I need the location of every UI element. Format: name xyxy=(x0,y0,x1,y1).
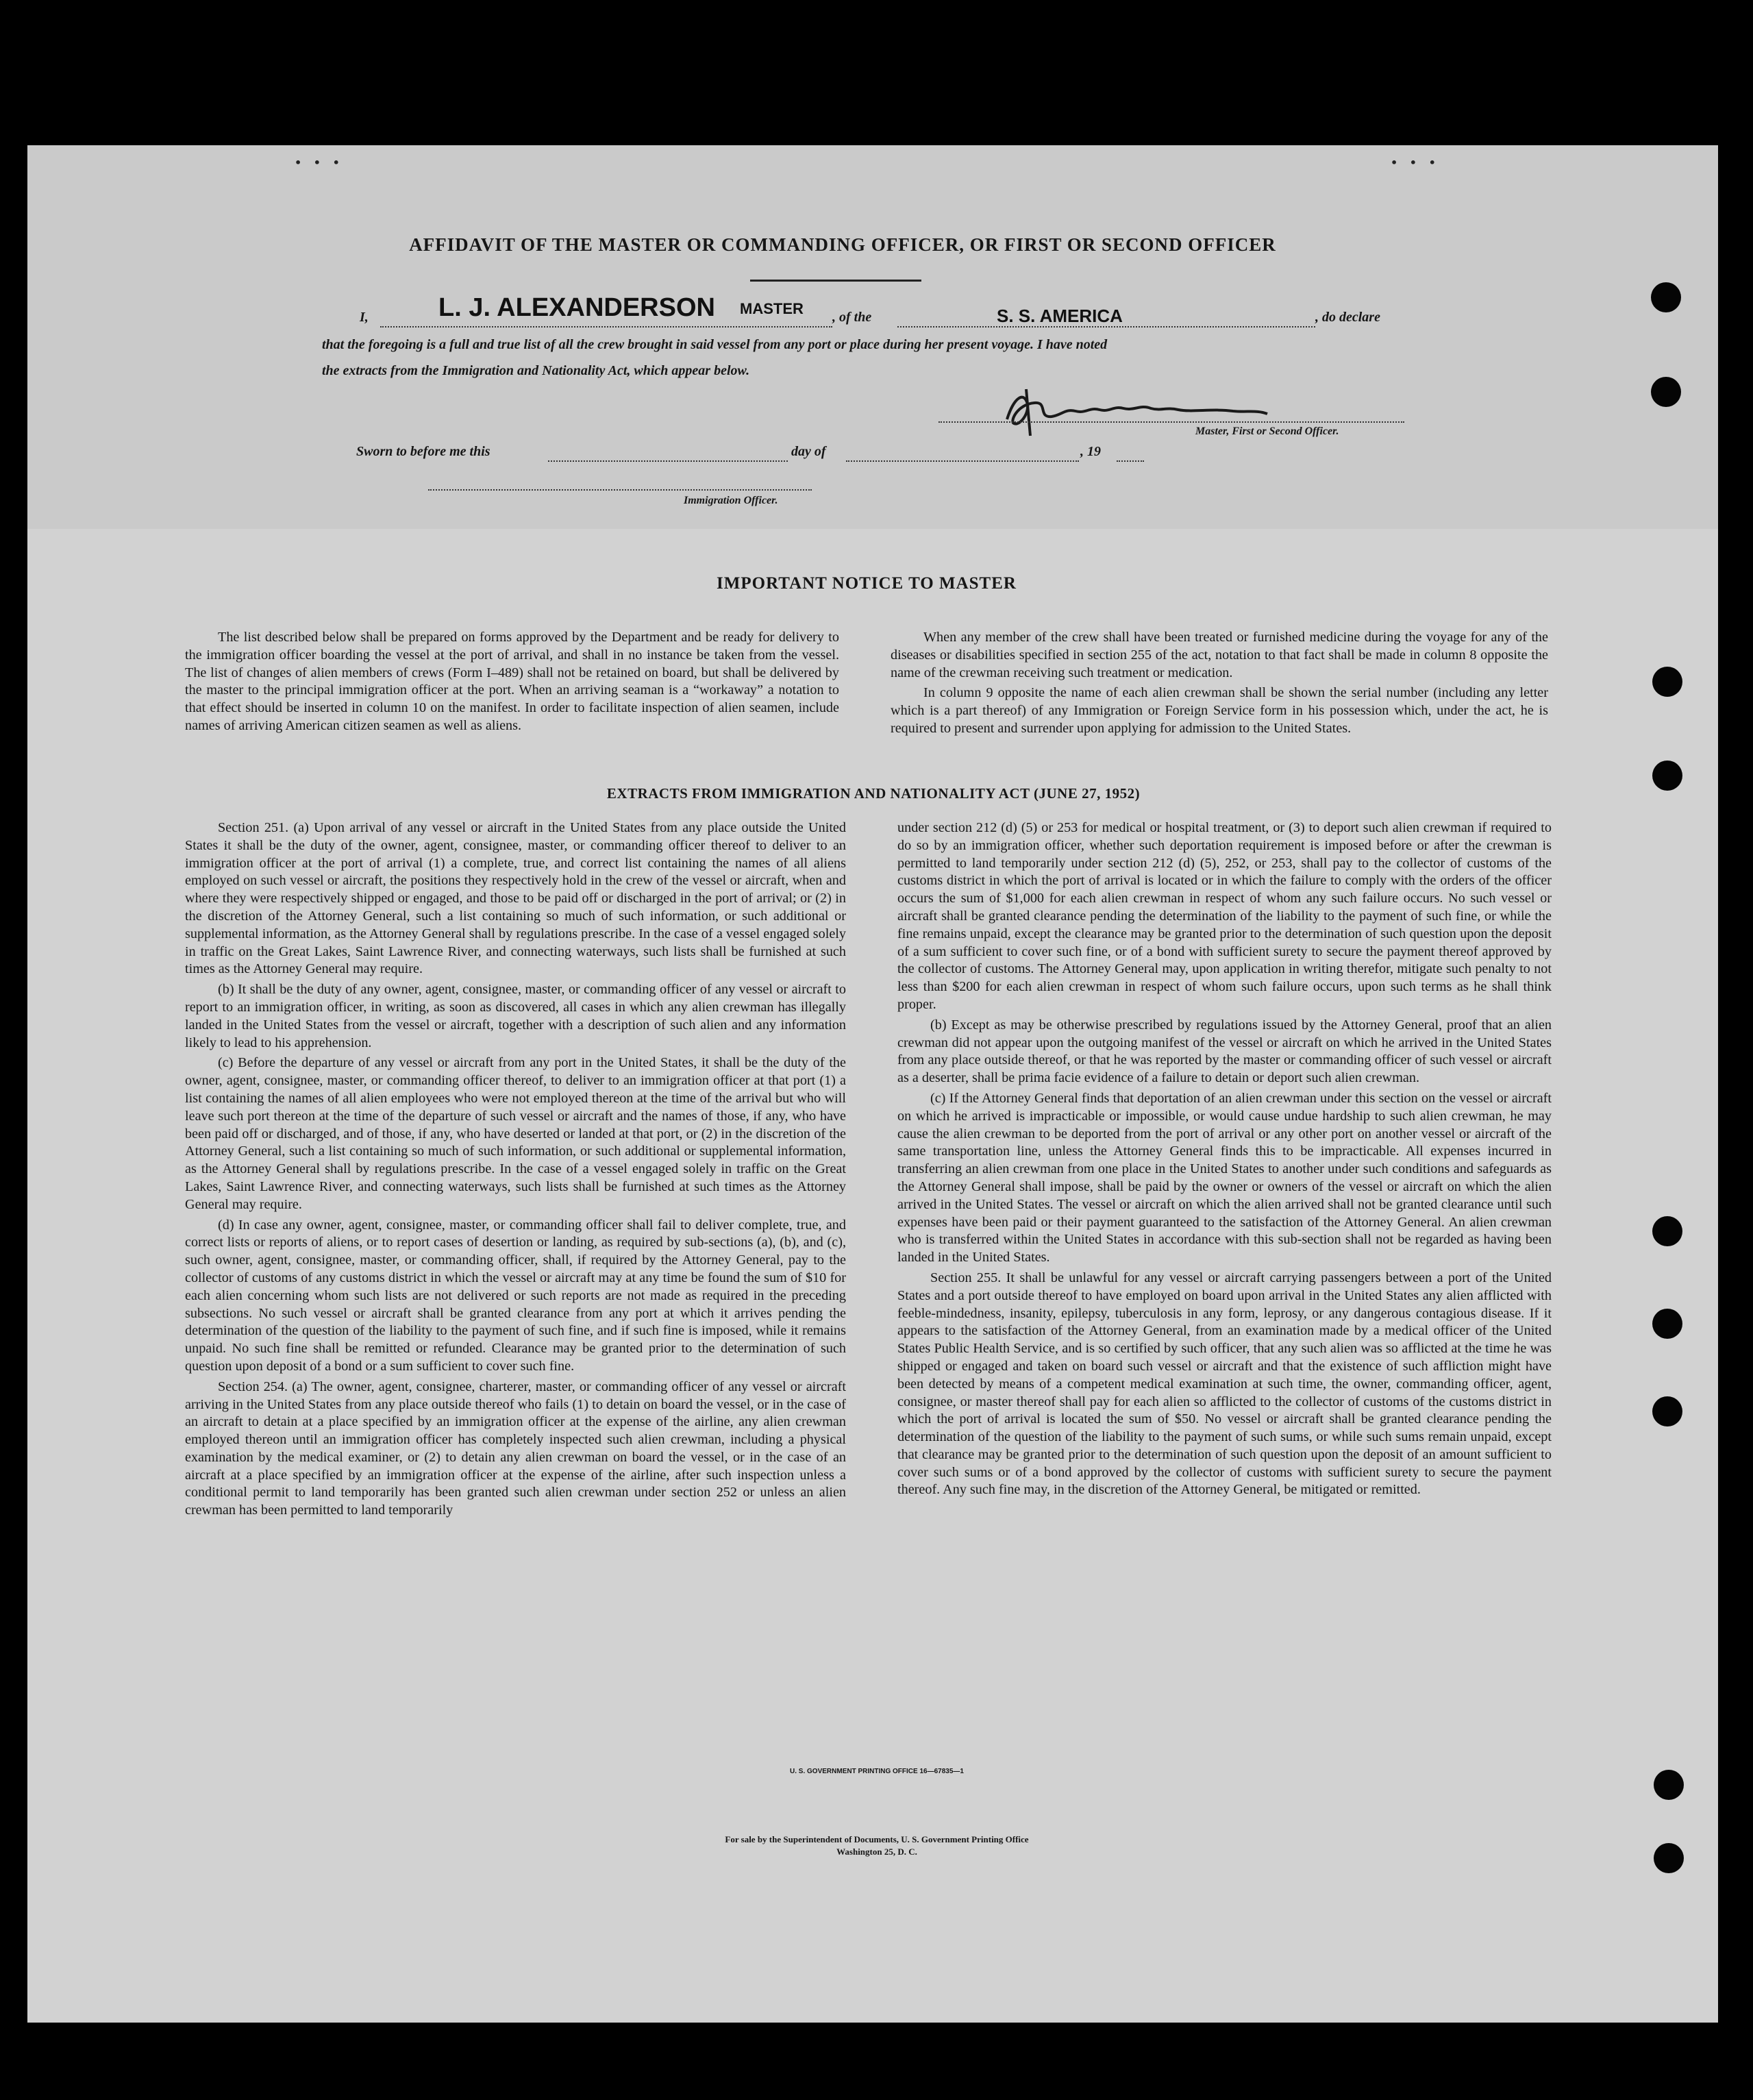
name-field-line xyxy=(380,326,832,328)
notice-left-column xyxy=(185,629,839,738)
master-rank: MASTER xyxy=(740,300,804,317)
year-line xyxy=(1117,460,1144,462)
notice-right-paragraph-1: When any member of the crew shall have been treated or furnished medicine during the voyage for any of the diseases or disabilities specified in section 255 of the act, notation to that fact shall be made in column 8 opposite the name of the crewman receiving such treatment or medication. xyxy=(891,630,1548,680)
sale-line-2: Washington 25, D. C. xyxy=(836,1846,917,1857)
master-label: Master, First or Second Officer. xyxy=(1195,425,1339,437)
section-251-c: (c) Before the departure of any vessel or aircraft from any port in the United States, it shall be the duty of the owner, agent, consignee, master, or commanding officer thereof, to deliver to an immigration officer at that port (1) a list containing the names of all alien employees who were not employed thereon at the time of the arrival but who will leave such port thereon at the time of the departure of such vessel or aircraft and the names of those, if any, who have been paid off or discharged, and of those, if any, who have deserted or landed at that port, or (2) in the discretion of the Attorney General, such a list containing so much of such information, or such additional or supplemental information, as the Attorney General shall by regulations prescribe. In the case of a vessel engaged solely in traffic on the Great Lakes, Saint Lawrence River, and connecting waterways, such lists shall be furnished at such times as the Attorney General may require. xyxy=(185,1055,846,1212)
section-254-a-continued: under section 212 (d) (5) or 253 for medical or hospital treatment, or (3) to deport such alien crewman if required to do so by an immigration officer, whether such deportation requirement is imposed before or after the crewman is permitted to land temporarily under section 212 (d) (5), 252, or 253, shall pay to the collector of customs of the customs district in which the port of arrival is located or in which the failure to comply with the orders of the officer occurs the sum of $1,000 for each alien crewman in respect of whom any such failure occurs. No such vessel or aircraft shall be granted clearance pending the determination of the liability to the payment of such fine, or while the fine remains unpaid, except the clearance may be granted prior to the determination of such question upon the deposit of a sum sufficient to cover such fine, or of a bond with sufficient surety to secure the payment thereof approved by the collector of customs. The Attorney General may, upon application in writing therefor, mitigate such penalty to not less than $200 for each alien crewman in respect of whom such failure occurs, upon such terms as he shall think proper. xyxy=(897,820,1552,1012)
notice-right-column xyxy=(891,629,1548,741)
section-254-c: (c) If the Attorney General finds that deportation of an alien crewman under this section on the vessel or aircraft on which he arrived is impracticable or impossible, or would cause undue hardship to such alien crewman, he may cause the alien crewman to be deported from the port of arrival or any other port on another vessel or aircraft of the same transportation line, unless the Attorney General finds this to be impracticable. All expenses incurred in transferring an alien crewman from one place in the United States to another under such conditions and safeguards as the Attorney General shall impose, shall be paid by the owner or owners of the vessel or aircraft on which the alien arrived in the United States. The vessel or aircraft on which the alien arrived shall not be granted clearance until such expenses have been paid or their payment guaranteed to the satisfaction of the Attorney General. An alien crewman who is transferred within the United States in accordance with this sub-section shall not be regarded as having been landed in the United States. xyxy=(897,1090,1552,1265)
affidavit-title: AFFIDAVIT OF THE MASTER OR COMMANDING OFFICER, OR FIRST OR SECOND OFFICER xyxy=(409,234,1276,255)
binder-hole xyxy=(1652,1396,1682,1426)
sworn-date-line xyxy=(548,460,788,462)
section-251-d: (d) In case any owner, agent, consignee, master, or commanding officer shall fail to deliver complete, true, and correct lists or reports of aliens, or to report cases of desertion or landing, as required by sub-sections (a), (b), and (c), such owner, agent, consignee, master, or commanding officer, shall, if required by the Attorney General, pay to the collector of customs of any customs district in which the vessel or aircraft may at any time be found the sum of $10 for each alien concerning whom such lists are not delivered or such reports are not made as required in the preceding subsections. No such vessel or aircraft shall be granted clearance from any port at which it arrives pending the determination of the question of the liability to the payment of such fine, and if such fine is imposed, while it remains unpaid. No such fine shall be remitted or refunded. Clearance may be granted prior to the determination of such question upon deposit of a bond or a sum sufficient to cover such fine. xyxy=(185,1217,846,1374)
binder-hole xyxy=(1652,667,1682,697)
notice-title: IMPORTANT NOTICE TO MASTER xyxy=(717,574,1017,593)
notice-left-paragraph: The list described below shall be prepared on forms approved by the Department and be ready for delivery to the immigration officer boarding the vessel at the port of arrival, and shall in no instance be taken from the vessel. The list of changes of alien members of crews (Form I–489) shall not be retained on board, but shall be delivered by the master to the principal immigration officer at the port. When an arriving seaman is a “workaway” a notation to that effect should be inserted in column 10 on the manifest. In order to facilitate inspection of alien seamen, include names of arriving American citizen seamen as well as aliens. xyxy=(185,630,839,733)
vessel-name: S. S. AMERICA xyxy=(997,306,1123,326)
corner-marks-left: • • • xyxy=(295,156,344,169)
extracts-title: EXTRACTS FROM IMMIGRATION AND NATIONALITY ACT (JUNE 27, 1952) xyxy=(606,785,1141,802)
extracts-left-column xyxy=(185,819,846,1522)
immigration-officer-label: Immigration Officer. xyxy=(684,495,778,506)
signature-line xyxy=(938,421,1404,423)
corner-marks-right: • • • xyxy=(1391,156,1440,169)
title-rule xyxy=(750,280,921,282)
section-255: Section 255. It shall be unlawful for any vessel or aircraft carrying passengers between a port of the United States and a port outside thereof to have employed on board upon arrival in the United States any alien afflicted with feeble-mindedness, insanity, epilepsy, tuberculosis in any form, leprosy, or any dangerous contagious disease. If it appears to the satisfaction of the Attorney General, from an examination made by a medical officer of the United States Public Health Service, and is so certified by such officer, that any such alien was so afflicted at the time he was shipped or engaged and taken on board such vessel or aircraft and that the existence of such affliction might have been detected by means of a competent medical examination at such time, the owner, commanding officer, agent, consignee, or master thereof shall pay for each alien so afflicted to the collector of customs of the customs district in which the port of arrival is located the sum of $50. No vessel or aircraft shall be granted clearance pending the determination of the question of the liability to the payment of such sums, or while such sums remain unpaid, except that clearance may be granted prior to the determination of such question upon the deposit of an amount sufficient to cover such sums or of a bond approved by the collector of customs with sufficient surety to secure the payment thereof. Any such fine may, in the discretion of the Attorney General, be mitigated or remitted. xyxy=(897,1270,1552,1498)
of-the-label: , of the xyxy=(832,310,872,325)
month-line xyxy=(846,460,1079,462)
day-of-label: day of xyxy=(791,444,826,459)
officer-signature-line xyxy=(428,489,812,491)
section-254-a: Section 254. (a) The owner, agent, consignee, charterer, master, or commanding officer of any vessel or aircraft arriving in the United States from any place outside thereof who fails (1) to detain on board the vessel, or in the case of an aircraft to detain at a place specified by an immigration officer at the expense of the airline, any alien crewman employed thereon until an immigration officer has completely inspected such alien crewman, including a physical examination by the medical examiner, or (2) to detain any alien crewman on board the vessel, or in the case of an aircraft at a place specified by an immigration officer at the expense of the airline, after such inspection unless a conditional permit to land temporarily has been granted such alien crewman under section 252 or unless an alien crewman has been permitted to land temporarily xyxy=(185,1379,846,1518)
i-label: I, xyxy=(360,310,369,325)
year-label: , 19 xyxy=(1080,444,1101,459)
sworn-label: Sworn to before me this xyxy=(356,444,490,459)
declaration-line-3: the extracts from the Immigration and Nationality Act, which appear below. xyxy=(322,363,750,378)
section-251-a: Section 251. (a) Upon arrival of any vessel or aircraft in the United States from any place outside the United States it shall be the duty of the owner, agent, consignee, master, or commanding officer thereof to deliver to an immigration officer at the port of arrival (1) a complete, true, and correct list containing the names of all aliens employed on such vessel or aircraft, the positions they respectively hold in the crew of the vessel or aircraft, when and where they were respectively shipped or engaged, and those to be paid off or discharged in the port of arrival; or (2) in the discretion of the Attorney General, such a list containing so much of such information, or such additional or supplemental information, as the Attorney General shall by regulations prescribe. In the case of a vessel engaged solely in traffic on the Great Lakes, Saint Lawrence River, and connecting waterways, such lists shall be furnished at such times as the Attorney General may require. xyxy=(185,820,846,977)
binder-hole xyxy=(1654,1770,1684,1800)
master-name: L. J. ALEXANDERSON xyxy=(438,293,715,322)
notice-right-paragraph-2: In column 9 opposite the name of each alien crewman shall be shown the serial number (including any letter which is a part thereof) of any Immigration or Foreign Service form in his possession which, under the act, he is required to present and surrender upon applying for admission to the United States. xyxy=(891,685,1548,736)
binder-hole xyxy=(1654,1843,1684,1873)
extracts-right-column xyxy=(897,819,1552,1502)
sale-notice xyxy=(548,1833,1206,1858)
binder-hole xyxy=(1652,1309,1682,1339)
do-declare-label: , do declare xyxy=(1315,310,1380,325)
binder-hole xyxy=(1652,1216,1682,1246)
section-251-b: (b) It shall be the duty of any owner, agent, consignee, master, or commanding officer of any vessel or aircraft to report to an immigration officer, in writing, as soon as discovered, all cases in which any alien crewman has illegally landed in the United States from the vessel or aircraft, together with a description of such alien and any information likely to lead to his apprehension. xyxy=(185,982,846,1050)
sale-line-1: For sale by the Superintendent of Documents, U. S. Government Printing Office xyxy=(725,1834,1029,1844)
declaration-line-2: that the foregoing is a full and true list of all the crew brought in said vessel from any port or place during her present voyage. I have noted xyxy=(322,337,1108,352)
binder-hole xyxy=(1651,282,1681,312)
printing-office-mark: U. S. GOVERNMENT PRINTING OFFICE 16—67835—1 xyxy=(790,1768,964,1775)
section-254-b: (b) Except as may be otherwise prescribed by regulations issued by the Attorney General, proof that an alien crewman did not appear upon the outgoing manifest of the vessel or aircraft on which he arrived in the United States from any place outside thereof, or that he was reported by the master or commanding officer of such vessel or aircraft as a deserter, shall be prima facie evidence of a failure to detain or deport such alien crewman. xyxy=(897,1017,1552,1086)
binder-hole xyxy=(1651,377,1681,407)
binder-hole xyxy=(1652,761,1682,791)
